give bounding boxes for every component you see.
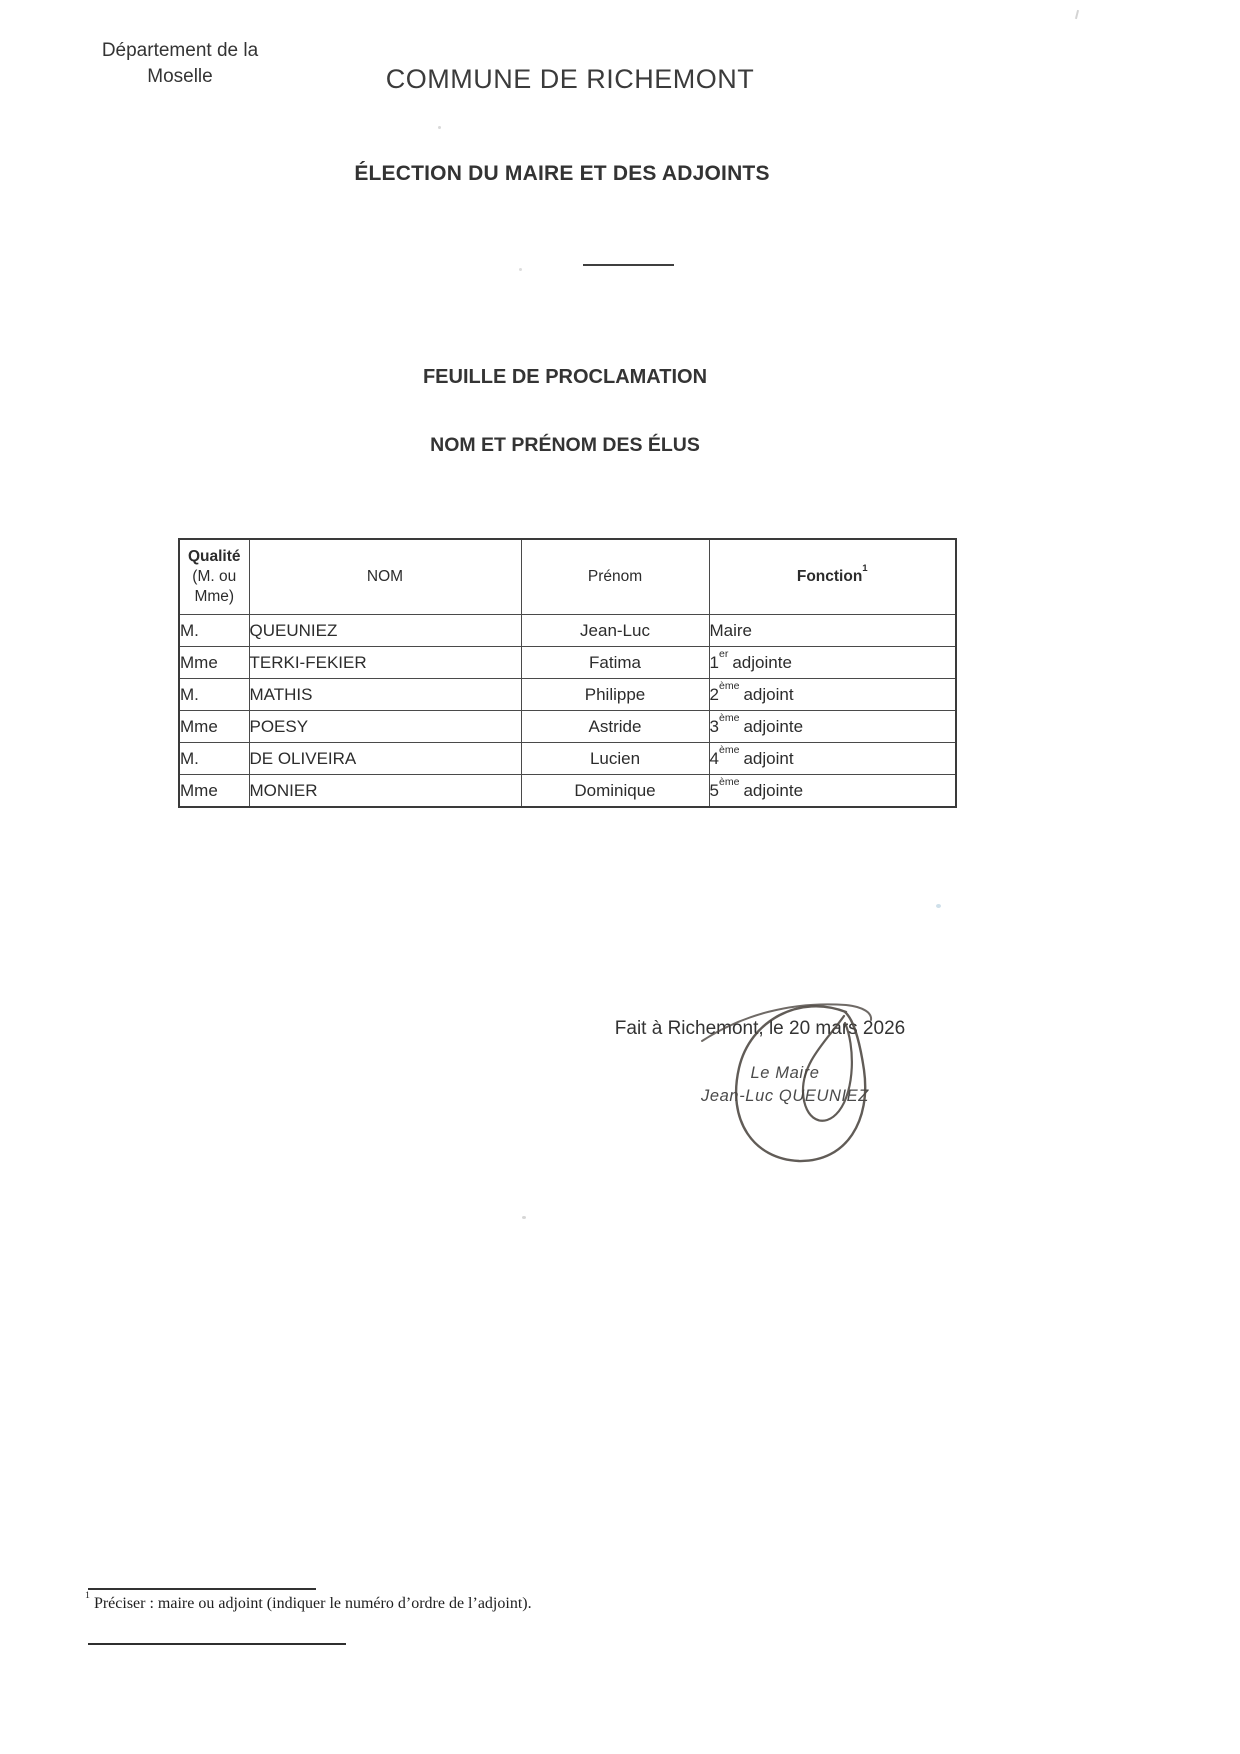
fonction-sup: er	[718, 648, 729, 661]
cell-fonction	[709, 615, 956, 647]
cell-nom: DE OLIVEIRA	[249, 743, 521, 775]
cell-nom: MONIER	[249, 775, 521, 808]
header-nom: NOM	[249, 539, 521, 615]
cell-prenom: Dominique	[521, 775, 709, 808]
commune-title: COMMUNE DE RICHEMONT	[385, 64, 755, 94]
cell-prenom: Astride	[521, 711, 709, 743]
footnote-ref: 1	[85, 1590, 90, 1602]
table-header-row	[179, 539, 956, 615]
cell-prenom: Jean-Luc	[521, 615, 709, 647]
cell-prenom: Lucien	[521, 743, 709, 775]
cell-prenom: Fatima	[521, 647, 709, 679]
signer-name: Jean-Luc QUEUNIEZ	[701, 1087, 869, 1105]
header-fonction	[709, 539, 956, 615]
table-row	[179, 711, 956, 743]
cell-nom: TERKI-FEKIER	[249, 647, 521, 679]
header-qualite-title: Qualité	[187, 548, 241, 565]
scan-artifact	[519, 268, 522, 271]
header-fonction-note-ref: 1	[862, 563, 868, 575]
fonction-rest: adjoint	[743, 748, 794, 768]
header-fonction-label: Fonction	[796, 568, 863, 585]
footnote-separator-line	[88, 1588, 316, 1590]
table-row	[179, 615, 956, 647]
election-title: ÉLECTION DU MAIRE ET DES ADJOINTS	[354, 162, 770, 185]
signer-role: Le Maire	[750, 1064, 820, 1082]
cell-qualite: Mme	[179, 775, 249, 808]
elected-officials-table	[178, 538, 957, 808]
table-row	[179, 743, 956, 775]
cell-nom: MATHIS	[249, 679, 521, 711]
fonction-rest: adjointe	[743, 780, 804, 800]
cell-nom: POESY	[249, 711, 521, 743]
title-divider-line	[583, 264, 674, 266]
scan-artifact	[522, 1216, 526, 1219]
sheet-title: FEUILLE DE PROCLAMATION	[422, 366, 708, 388]
table-row	[179, 679, 956, 711]
fonction-sup: ème	[718, 744, 740, 757]
fonction-sup: ème	[718, 680, 740, 693]
footnote-body: Préciser : maire ou adjoint (indiquer le numéro d’ordre de l’adjoint).	[93, 1595, 532, 1612]
department-line1: Département de la	[101, 40, 259, 61]
bottom-rule-line	[88, 1643, 346, 1645]
cell-fonction	[709, 711, 956, 743]
fonction-base: 3	[709, 716, 719, 736]
department-line2: Moselle	[147, 66, 213, 87]
cell-nom: QUEUNIEZ	[249, 615, 521, 647]
header-prenom: Prénom	[521, 539, 709, 615]
scan-artifact	[1075, 10, 1079, 19]
department-label	[80, 38, 280, 90]
cell-qualite: M.	[179, 679, 249, 711]
scan-artifact	[438, 126, 441, 129]
cell-fonction	[709, 679, 956, 711]
table-row	[179, 647, 956, 679]
cell-fonction	[709, 743, 956, 775]
fonction-base: 2	[709, 684, 719, 704]
subtitle-elus: NOM ET PRÉNOM DES ÉLUS	[430, 434, 700, 456]
footnote-text	[85, 1590, 685, 1613]
fonction-base: 1	[709, 652, 719, 672]
cell-fonction	[709, 775, 956, 808]
fonction-rest: adjoint	[743, 684, 794, 704]
signer-block	[640, 1062, 930, 1108]
cell-prenom: Philippe	[521, 679, 709, 711]
header-qualite-sub: (M. ou Mme)	[192, 568, 237, 605]
fonction-rest: adjointe	[732, 652, 792, 672]
fonction-base: 4	[709, 748, 719, 768]
cell-qualite: M.	[179, 743, 249, 775]
cell-qualite: Mme	[179, 711, 249, 743]
header-qualite	[179, 539, 249, 615]
fonction-sup: ème	[718, 776, 740, 789]
fonction-base: Maire	[709, 620, 753, 640]
date-place-line: Fait à Richemont, le 20 mars 2026	[614, 1018, 906, 1039]
fonction-base: 5	[709, 780, 719, 800]
cell-qualite: Mme	[179, 647, 249, 679]
fonction-sup: ème	[718, 712, 740, 725]
scan-artifact	[936, 904, 941, 908]
table-row	[179, 775, 956, 808]
cell-fonction	[709, 647, 956, 679]
fonction-rest: adjointe	[743, 716, 804, 736]
cell-qualite: M.	[179, 615, 249, 647]
